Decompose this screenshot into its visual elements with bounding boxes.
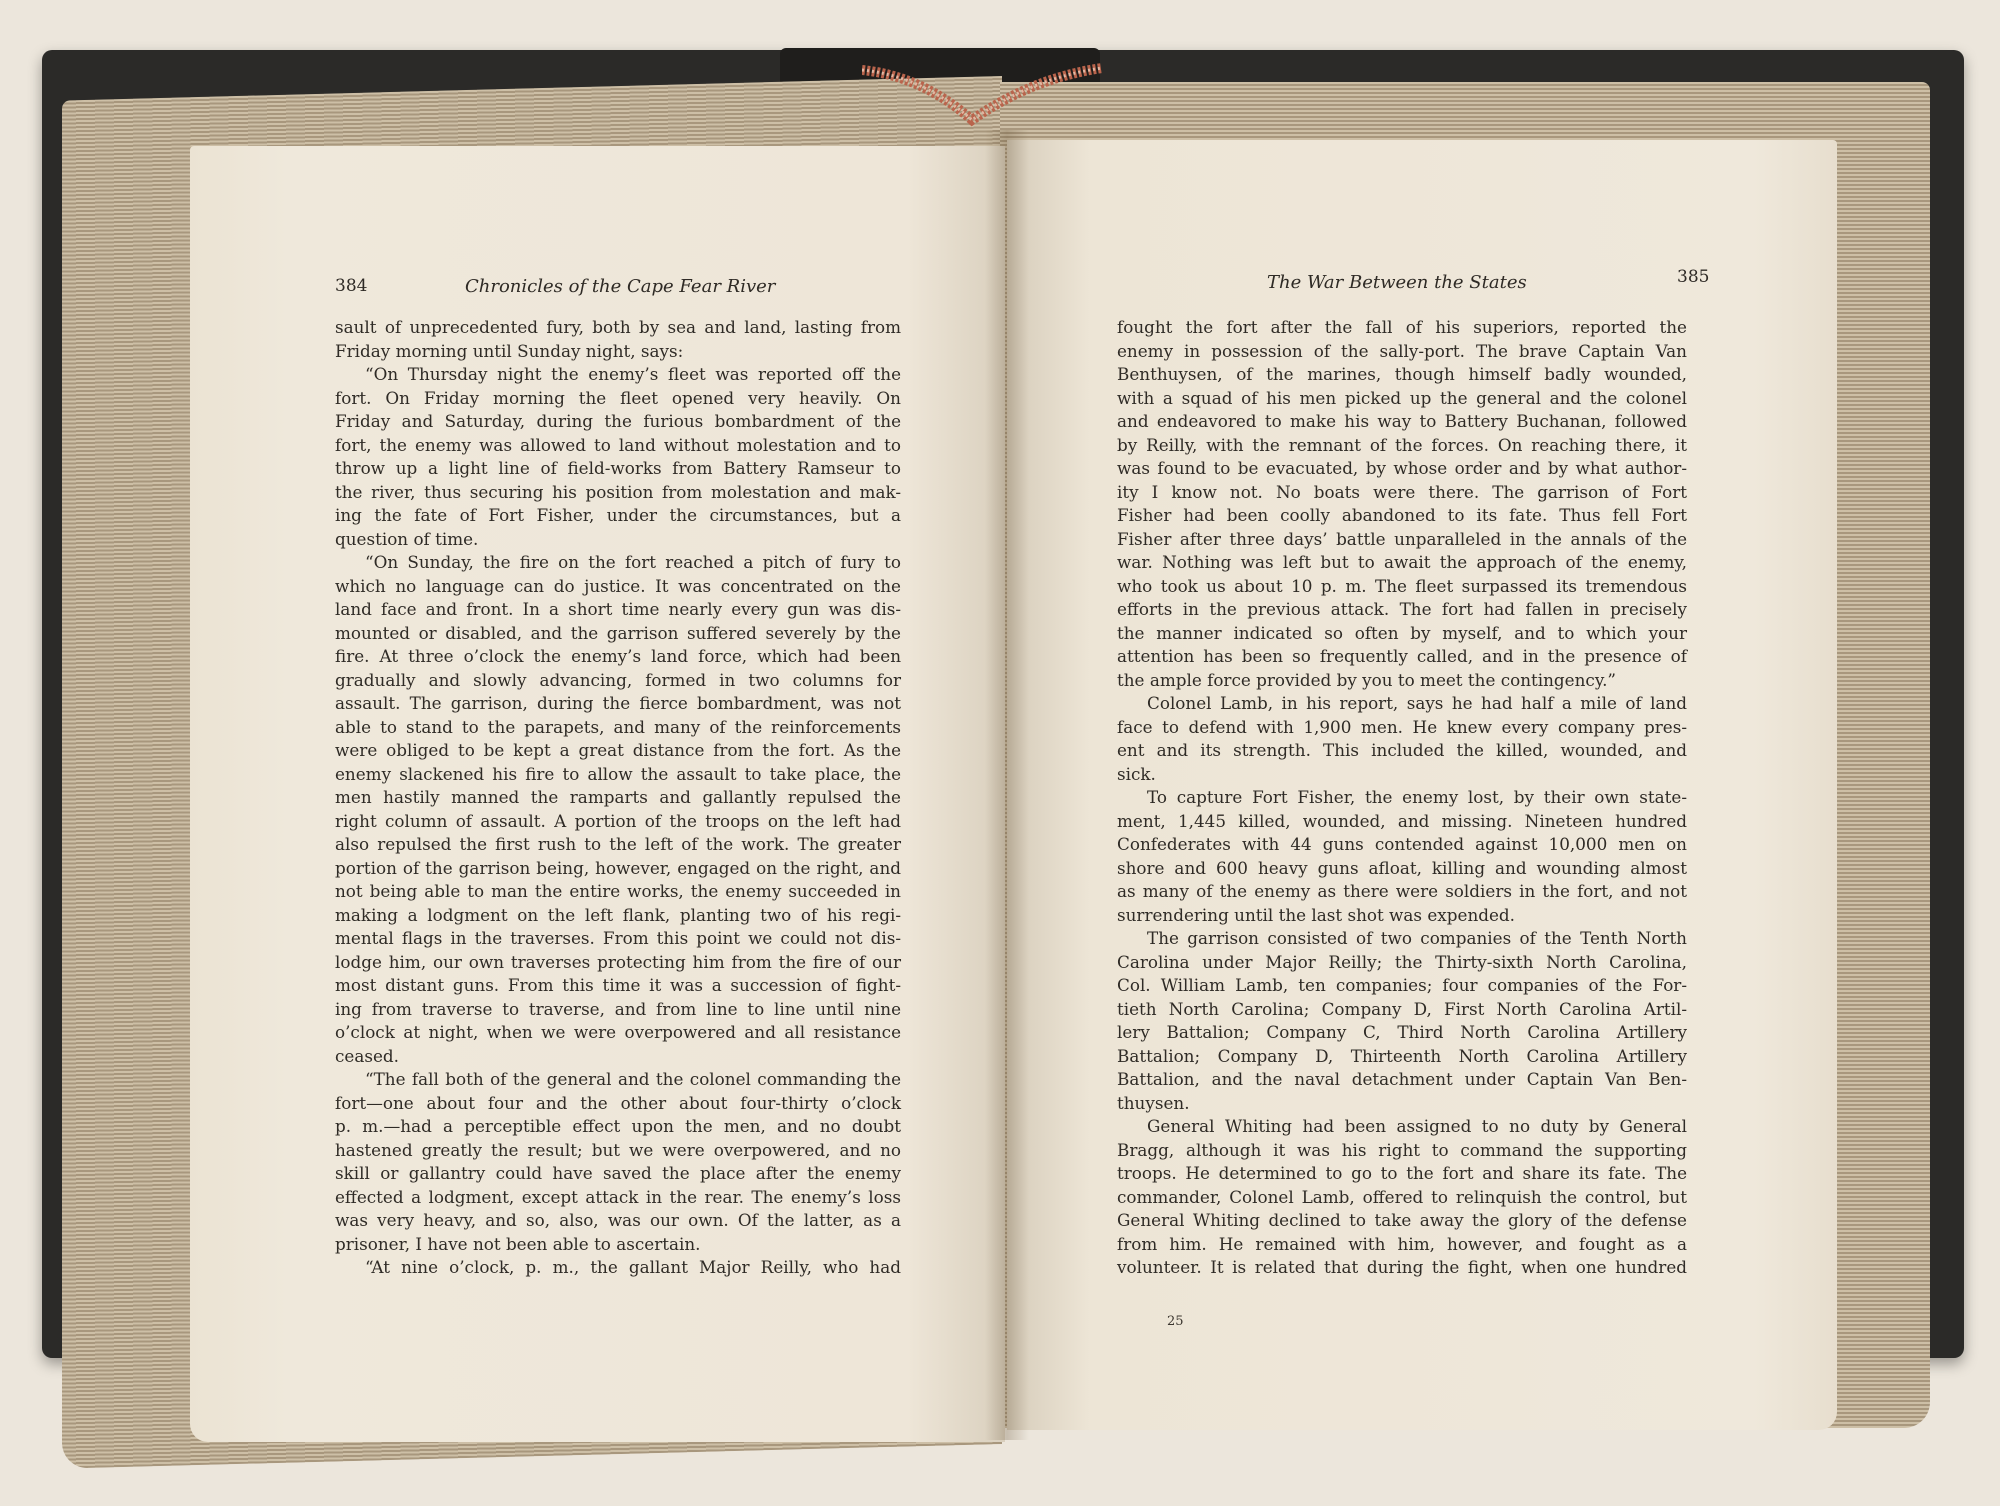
text-line: fort, the enemy was allowed to land without molestation and to <box>335 434 901 455</box>
text-line: Fisher after three days’ battle unparalleled in the annals of the <box>1117 528 1687 549</box>
text-line: skill or gallantry could have saved the place after the enemy <box>335 1163 901 1183</box>
text-line: prisoner, I have not been able to ascertain. <box>335 1233 701 1254</box>
book-gutter <box>985 130 1029 1440</box>
text-line: Col. William Lamb, ten companies; four companies of the For- <box>1117 975 1687 995</box>
text-line: sault of unprecedented fury, both by sea and land, lasting from <box>335 317 901 337</box>
text-line: lodge him, our own traverses protecting him from the fire of our <box>335 951 901 972</box>
text-line: assault. The garrison, during the fierce bombardment, was not <box>335 693 901 713</box>
text-line: commander, Colonel Lamb, offered to relinquish the control, but <box>1117 1186 1687 1207</box>
text-line: enemy in possession of the sally-port. The brave Captain Van <box>1117 340 1687 361</box>
text-line: sick. <box>1117 763 1156 784</box>
text-line: Fisher had been coolly abandoned to its fate. Thus fell Fort <box>1117 505 1687 525</box>
page-number: 384 <box>335 276 368 296</box>
text-line: Bragg, although it was his right to command the supporting <box>1117 1139 1687 1160</box>
text-line: ity I know not. No boats were there. The garrison of Fort <box>1117 481 1687 502</box>
text-line: men hastily manned the ramparts and gallantly repulsed the <box>335 787 901 807</box>
text-line: Friday morning until Sunday night, says: <box>335 340 684 361</box>
text-line: Battalion, and the naval detachment under Captain Van Ben- <box>1117 1069 1687 1089</box>
text-line: enemy slackened his fire to allow the assault to take place, the <box>335 763 901 784</box>
text-line: were obliged to be kept a great distance from the fort. As the <box>335 740 901 760</box>
text-line: ment, 1,445 killed, wounded, and missing. Nineteen hundred <box>1117 810 1687 831</box>
text-line: shore and 600 heavy guns afloat, killing and wounding almost <box>1117 857 1687 878</box>
text-line: hastened greatly the result; but we were overpowered, and no <box>335 1139 901 1160</box>
text-line: was very heavy, and so, also, was our own. Of the latter, as a <box>335 1210 901 1230</box>
text-line: thuysen. <box>1117 1092 1190 1113</box>
text-line: making a lodgment on the left flank, planting two of his regi- <box>335 904 901 925</box>
text-line: lery Battalion; Company C, Third North Carolina Artillery <box>1117 1022 1687 1042</box>
running-title: Chronicles of the Cape Fear River <box>465 276 776 297</box>
text-line: fought the fort after the fall of his superiors, reported the <box>1117 317 1687 337</box>
text-line: able to stand to the parapets, and many of the reinforcements <box>335 716 901 737</box>
left-page-body <box>335 316 901 1280</box>
text-line: most distant guns. From this time it was a succession of fight- <box>335 975 901 995</box>
ribbon-bookmark <box>862 62 1102 132</box>
text-line: General Whiting had been assigned to no duty by General <box>1147 1116 1687 1136</box>
text-line: “The fall both of the general and the colonel commanding the <box>365 1069 901 1089</box>
text-line: The garrison consisted of two companies of the Tenth North <box>1147 928 1687 948</box>
page-number: 385 <box>1677 267 1710 287</box>
text-line: gradually and slowly advancing, formed in two columns for <box>335 669 901 690</box>
text-line: Colonel Lamb, in his report, says he had half a mile of land <box>1147 693 1687 713</box>
text-line: portion of the garrison being, however, engaged on the right, and <box>335 857 901 878</box>
text-line: from him. He remained with him, however, and fought as a <box>1117 1233 1687 1254</box>
text-line: the manner indicated so often by myself, and to which your <box>1117 622 1687 643</box>
text-line: mental flags in the traverses. From this point we could not dis- <box>335 928 901 948</box>
text-line: the river, thus securing his position from molestation and mak- <box>335 481 901 502</box>
text-line: “On Sunday, the fire on the fort reached a pitch of fury to <box>365 552 901 572</box>
text-line: as many of the enemy as there were soldiers in the fort, and not <box>1117 881 1687 901</box>
text-line: ceased. <box>335 1045 399 1066</box>
text-line: war. Nothing was left but to await the approach of the enemy, <box>1117 552 1687 572</box>
text-line: the ample force provided by you to meet the contingency.” <box>1117 669 1616 690</box>
text-line: ing the fate of Fort Fisher, under the circumstances, but a <box>335 505 901 525</box>
text-line: efforts in the previous attack. The fort had fallen in precisely <box>1117 599 1687 619</box>
text-line: attention has been so frequently called, and in the presence of <box>1117 646 1687 666</box>
text-line: “At nine o’clock, p. m., the gallant Major Reilly, who had <box>365 1257 901 1277</box>
text-line: Friday and Saturday, during the furious bombardment of the <box>335 411 901 431</box>
text-line: question of time. <box>335 528 479 549</box>
text-line: Confederates with 44 guns contended against 10,000 men on <box>1117 834 1687 854</box>
text-line: o’clock at night, when we were overpowered and all resistance <box>335 1022 901 1042</box>
text-line: which no language can do justice. It was concentrated on the <box>335 575 901 596</box>
text-line: effected a lodgment, except attack in the rear. The enemy’s loss <box>335 1186 901 1207</box>
text-line: Carolina under Major Reilly; the Thirty-sixth North Carolina, <box>1117 951 1687 972</box>
signature-mark: 25 <box>1167 1314 1184 1329</box>
text-line: Battalion; Company D, Thirteenth North Carolina Artillery <box>1117 1045 1687 1066</box>
text-line: fort. On Friday morning the fleet opened very heavily. On <box>335 387 901 408</box>
text-line: by Reilly, with the remnant of the forces. On reaching there, it <box>1117 434 1687 455</box>
left-page <box>190 146 1005 1442</box>
text-line: volunteer. It is related that during the fight, when one hundred <box>1117 1257 1687 1277</box>
text-line: who took us about 10 p. m. The fleet surpassed its tremendous <box>1117 575 1687 596</box>
text-line: “On Thursday night the enemy’s fleet was reported off the <box>365 364 901 384</box>
text-line: p. m.—had a perceptible effect upon the men, and no doubt <box>335 1116 901 1136</box>
right-page <box>1007 140 1837 1430</box>
text-line: General Whiting declined to take away the glory of the defense <box>1117 1210 1687 1230</box>
running-title: The War Between the States <box>1267 272 1527 293</box>
text-line: ing from traverse to traverse, and from line to line until nine <box>335 998 901 1019</box>
text-line: with a squad of his men picked up the general and the colonel <box>1117 387 1687 408</box>
text-line: was found to be evacuated, by whose order and by what author- <box>1117 458 1687 478</box>
text-line: tieth North Carolina; Company D, First North Carolina Artil- <box>1117 998 1687 1019</box>
text-line: ent and its strength. This included the killed, wounded, and <box>1117 740 1687 760</box>
text-line: face to defend with 1,900 men. He knew every company pres- <box>1117 716 1687 737</box>
text-line: fort—one about four and the other about four-thirty o’clock <box>335 1092 901 1113</box>
text-line: also repulsed the first rush to the left of the work. The greater <box>335 834 901 854</box>
text-line: mounted or disabled, and the garrison suffered severely by the <box>335 622 901 643</box>
text-line: surrendering until the last shot was expended. <box>1117 904 1515 925</box>
text-line: not being able to man the entire works, the enemy succeeded in <box>335 881 901 901</box>
text-line: To capture Fort Fisher, the enemy lost, by their own state- <box>1147 787 1687 807</box>
text-line: and endeavored to make his way to Battery Buchanan, followed <box>1117 411 1687 431</box>
text-line: throw up a light line of field-works from Battery Ramseur to <box>335 458 901 478</box>
text-line: troops. He determined to go to the fort and share its fate. The <box>1117 1163 1687 1183</box>
text-line: land face and front. In a short time nearly every gun was dis- <box>335 599 901 619</box>
text-line: fire. At three o’clock the enemy’s land force, which had been <box>335 646 901 666</box>
text-line: Benthuysen, of the marines, though himself badly wounded, <box>1117 364 1687 384</box>
text-line: right column of assault. A portion of the troops on the left had <box>335 810 901 831</box>
right-page-body <box>1117 316 1687 1280</box>
